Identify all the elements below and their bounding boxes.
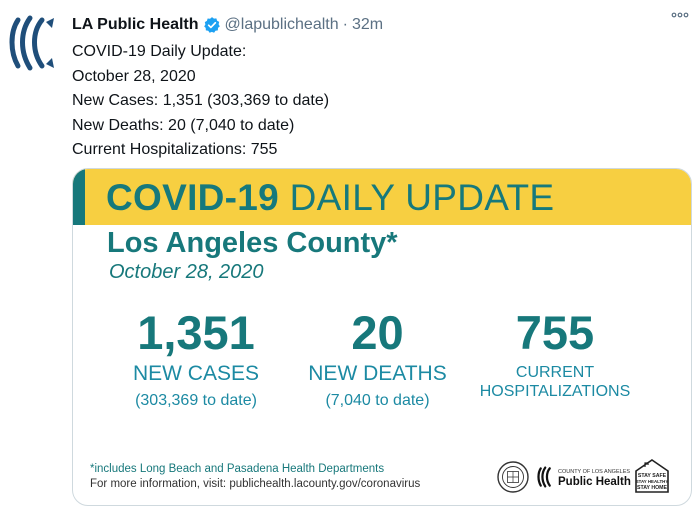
tweet-line: October 28, 2020: [72, 67, 196, 85]
update-banner: [73, 169, 692, 225]
author-handle[interactable]: @lapublichealth: [224, 16, 339, 33]
stat-to-date: (303,369 to date): [135, 392, 257, 409]
tweet-header: [72, 13, 700, 37]
separator-dot: ·: [342, 16, 348, 33]
stat-new-cases: [121, 306, 271, 411]
stat-label: NEW DEATHS: [308, 362, 447, 385]
stat-new-deaths: [295, 306, 460, 411]
stat-to-date: (7,040 to date): [325, 392, 430, 409]
tweet-image-card[interactable]: [72, 168, 692, 506]
tweet-line: Current Hospitalizations: 755: [72, 141, 278, 158]
author-name[interactable]: LA Public Health: [72, 16, 199, 33]
la-public-health-logo-icon: [8, 14, 56, 72]
la-public-health-logo-icon: [537, 465, 555, 489]
tweet-line: COVID-19 Daily Update:: [72, 43, 247, 60]
footnote: *includes Long Beach and Pasadena Health Departments: [90, 463, 385, 475]
stat-label: HOSPITALIZATIONS: [479, 383, 631, 400]
banner-title-bold: COVID-19: [106, 177, 280, 218]
logo-small-text: COUNTY OF LOS ANGELES: [558, 469, 631, 475]
stat-label: NEW CASES: [132, 362, 260, 385]
banner-title: [106, 177, 554, 219]
public-health-logo: [537, 464, 631, 490]
badge-line: STAY HEALTHY: [635, 479, 669, 484]
tweet-text: [72, 40, 672, 163]
stat-number: 20: [351, 306, 404, 359]
tweet-line: New Cases: 1,351 (303,369 to date): [72, 92, 330, 109]
card-date: October 28, 2020: [109, 261, 264, 283]
banner-accent: [73, 169, 85, 225]
badge-line: STAY SAFE: [637, 473, 667, 479]
more-info-text: For more information, visit: publichealth.lacounty.gov/coronavirus: [90, 478, 421, 490]
banner-title-rest: DAILY UPDATE: [289, 177, 555, 218]
stat-label: CURRENT: [515, 364, 595, 381]
badge-line: STAY HOME: [637, 485, 667, 491]
avatar[interactable]: [8, 14, 56, 72]
verified-badge-icon: [203, 16, 221, 34]
stat-number: 1,351: [137, 306, 255, 359]
stat-hospitalizations: [475, 306, 635, 401]
stay-home-badge-icon: [633, 457, 671, 495]
logo-big-text: Public Health: [558, 476, 631, 488]
county-seal-icon: [497, 461, 529, 493]
timestamp[interactable]: 32m: [351, 16, 384, 33]
more-horizontal-icon[interactable]: [666, 4, 694, 26]
stat-number: 755: [515, 306, 595, 359]
tweet-line: New Deaths: 20 (7,040 to date): [72, 116, 295, 134]
county-title: Los Angeles County*: [107, 227, 398, 259]
